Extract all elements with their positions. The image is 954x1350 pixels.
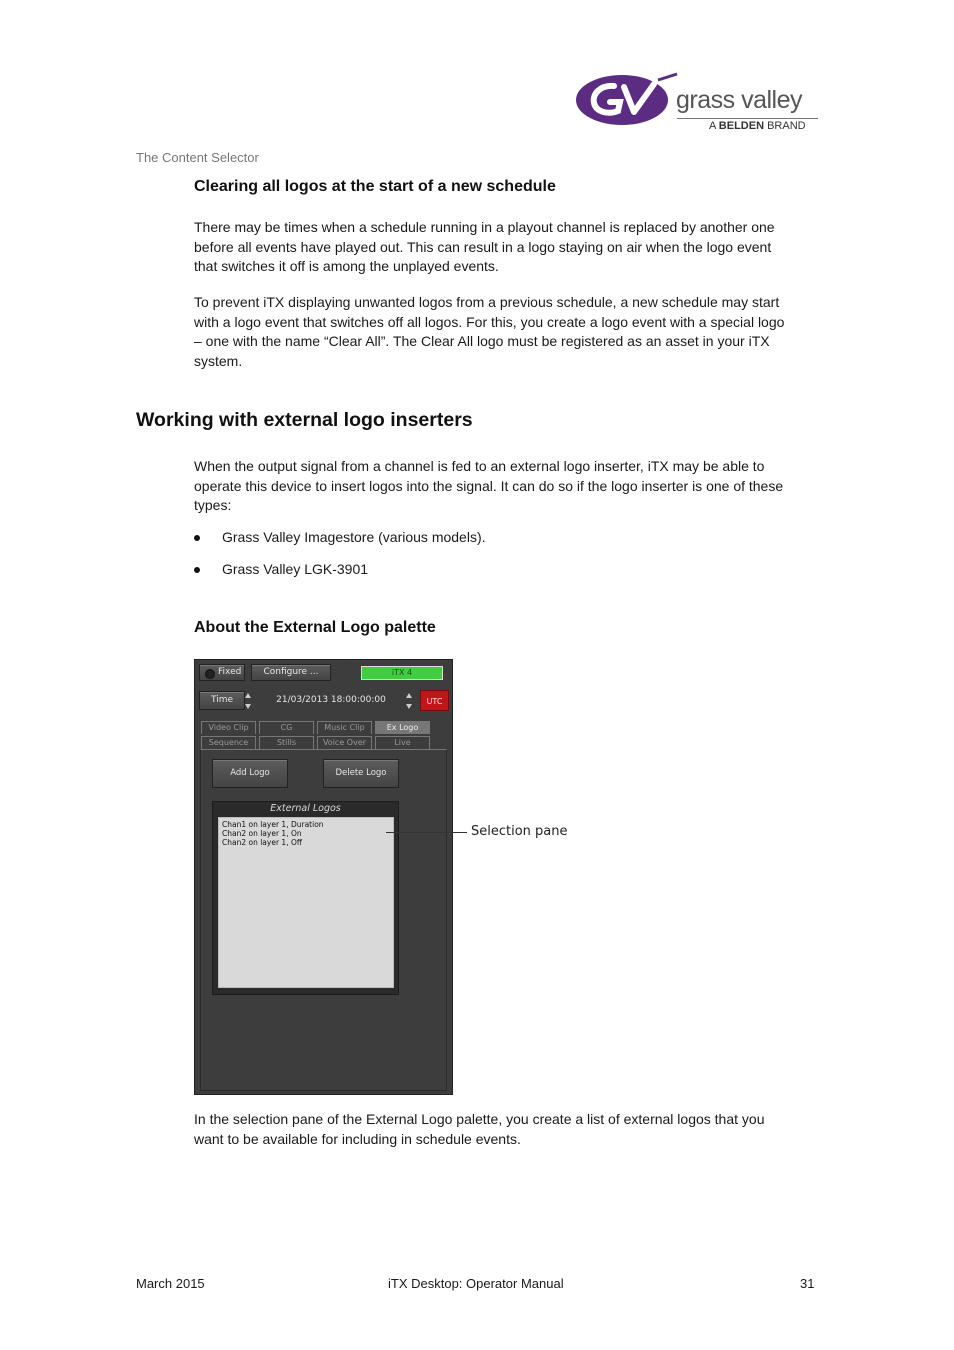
utc-label: UTC: [426, 697, 443, 706]
delete-logo-label: Delete Logo: [335, 768, 387, 778]
paragraph-after-palette: [194, 1110, 822, 1149]
tab-voice-over[interactable]: [317, 736, 372, 749]
paragraph-external: [194, 457, 822, 516]
tab-stills[interactable]: [259, 736, 314, 749]
tab-label: Voice Over: [322, 738, 367, 747]
tab-label: Stills: [276, 738, 297, 747]
external-logos-panel: [212, 801, 399, 995]
bullet-text: Grass Valley LGK-3901: [222, 561, 369, 577]
footer-date: March 2015: [136, 1276, 205, 1291]
grass-valley-logo: [574, 72, 824, 136]
logo-wordmark: grass valley: [676, 86, 802, 114]
tab-live[interactable]: [375, 736, 430, 749]
tab-music-clip[interactable]: [317, 721, 372, 734]
tab-label: Video Clip: [208, 723, 249, 732]
add-logo-button[interactable]: [212, 759, 288, 788]
bullet-item: [194, 529, 594, 549]
paragraph-clearing-1: [194, 218, 822, 277]
logo-tag-suffix: BRAND: [767, 120, 806, 132]
tab-label: Music Clip: [324, 723, 365, 732]
text-line: with a logo event that switches off all logos. For this, you create a logo event with a special logo: [194, 313, 785, 330]
text-line: There may be times when a schedule running in a playout channel is replaced by another one: [194, 219, 775, 235]
bullet-text: Grass Valley Imagestore (various models).: [222, 529, 486, 545]
footer-page-number: 31: [800, 1276, 815, 1291]
text-line: system.: [194, 352, 243, 369]
tab-label: Live: [394, 738, 411, 747]
gv-emblem-icon: [574, 72, 678, 128]
list-item[interactable]: Chan2 on layer 1, On: [222, 829, 302, 838]
selection-pane[interactable]: [218, 817, 394, 988]
utc-toggle[interactable]: [420, 690, 449, 711]
text-line: operate this device to insert logos into the signal. It can do so if the logo inserter is one of these: [194, 477, 784, 494]
running-header: The Content Selector: [136, 150, 259, 165]
channel-indicator: [361, 666, 443, 680]
fixed-indicator-icon: [205, 669, 215, 679]
tab-content-area: [200, 749, 447, 1091]
footer-title: iTX Desktop: Operator Manual: [388, 1276, 564, 1291]
text-line: before all events have played out. This can result in a logo staying on air when the logo event: [194, 238, 772, 255]
heading-clearing-logos: Clearing all logos at the start of a new schedule: [194, 178, 556, 195]
external-logos-title: External Logos: [270, 803, 341, 814]
logo-tag-brand: BELDEN: [718, 120, 765, 132]
text-line: In the selection pane of the External Logo palette, you create a list of external logos that you: [194, 1111, 765, 1127]
callout-selection-pane: Selection pane: [471, 824, 568, 839]
heading-external-logo-palette: About the External Logo palette: [194, 619, 436, 636]
add-logo-label: Add Logo: [230, 768, 270, 778]
datetime-field[interactable]: [257, 693, 405, 708]
text-line: To prevent iTX displaying unwanted logos from a previous schedule, a new schedule may start: [194, 294, 780, 310]
time-spinner-icon[interactable]: [244, 691, 253, 711]
time-label: Time: [210, 695, 234, 705]
list-item[interactable]: Chan2 on layer 1, Off: [222, 838, 303, 847]
text-line: When the output signal from a channel is fed to an external logo inserter, iTX may be able to: [194, 458, 765, 474]
heading-external-logo-inserters: Working with external logo inserters: [136, 409, 473, 431]
list-item[interactable]: Chan1 on layer 1, Duration: [222, 820, 324, 829]
text-line: that switches it off is among the unplayed events.: [194, 258, 499, 274]
text-line: types:: [194, 497, 232, 513]
tab-cg[interactable]: [259, 721, 314, 734]
datetime-spinner-icon[interactable]: [405, 691, 414, 711]
channel-label: iTX 4: [391, 668, 413, 677]
text-line: – one with the name “Clear All”. The Clear All logo must be registered as an asset in your iTX: [194, 333, 770, 349]
tab-label: Sequence: [208, 738, 249, 747]
paragraph-clearing-2: [194, 293, 822, 371]
tab-ex-logo[interactable]: [375, 721, 430, 734]
bullet-item: [194, 561, 594, 581]
time-button[interactable]: [199, 691, 245, 710]
fixed-label: Fixed: [218, 667, 242, 677]
configure-button[interactable]: [251, 664, 331, 681]
text-line: want to be available for including in schedule events.: [194, 1130, 521, 1147]
external-logo-palette-screenshot: [194, 659, 453, 1095]
tab-label: CG: [280, 723, 293, 732]
fixed-toggle[interactable]: [199, 664, 245, 681]
logo-rule: [677, 118, 818, 119]
tab-video-clip[interactable]: [201, 721, 256, 734]
bullet-dot: [194, 567, 200, 573]
tab-label: Ex Logo: [386, 723, 419, 732]
callout-line: [386, 832, 467, 833]
logo-tag-prefix: A: [709, 120, 716, 132]
logo-tagline: [709, 120, 806, 132]
datetime-value: 21/03/2013 18:00:00:00: [276, 695, 386, 705]
delete-logo-button[interactable]: [323, 759, 399, 788]
configure-label: Configure ...: [263, 667, 319, 677]
bullet-dot: [194, 535, 200, 541]
tab-sequence[interactable]: [201, 736, 256, 749]
